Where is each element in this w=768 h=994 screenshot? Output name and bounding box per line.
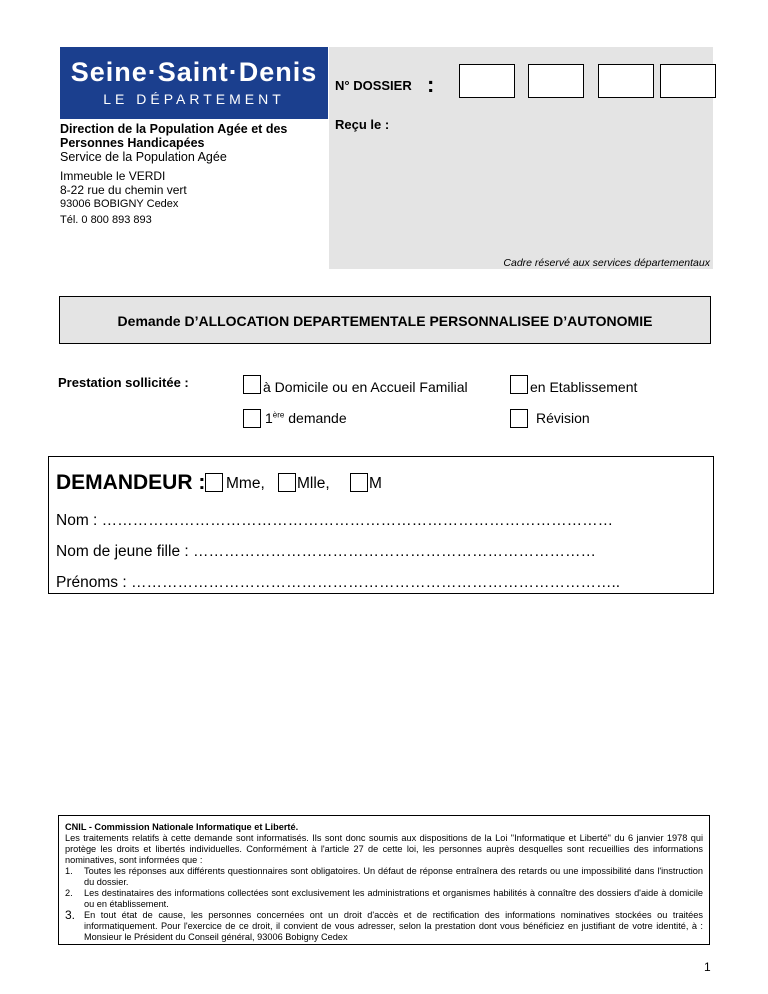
admin-note: Cadre réservé aux services départementaux bbox=[503, 257, 710, 269]
mme-checkbox[interactable] bbox=[205, 473, 223, 492]
form-title-box bbox=[59, 296, 711, 344]
m-checkbox[interactable] bbox=[350, 473, 368, 492]
revision-checkbox[interactable] bbox=[510, 409, 528, 428]
cnil-title: CNIL - Commission Nationale Informatique et Liberté. bbox=[65, 822, 299, 832]
list-item: 3. En tout état de cause, les personnes concernées ont un droit d'accès et de rectification des informations nominatives stockées ou traitées informatiquement. Pour l'exercice de ce droit, il convient de vous adresser, selon la prestation dont vous bénéficiez en justifiant de votre identité, à : Monsieur le Président du Conseil général, 93006 Bobigny Cedex bbox=[65, 908, 703, 942]
list-item: 2. Les destinataires des informations collectées sont exclusivement les administrations et organismes habilités à connaître des dossiers d'aide à domicile ou en établissement. bbox=[65, 888, 703, 909]
prestation-label: Prestation sollicitée : bbox=[58, 375, 189, 390]
cnil-notice bbox=[58, 815, 710, 945]
logo-subtitle: LE DÉPARTEMENT bbox=[103, 91, 285, 107]
mlle-label: Mlle, bbox=[297, 475, 330, 492]
dossier-box-1[interactable] bbox=[459, 64, 515, 98]
demandeur-label: DEMANDEUR : bbox=[56, 471, 206, 494]
nom-jeune-fille-field[interactable]: Nom de jeune fille : …………………………………………………………………… bbox=[56, 543, 596, 560]
dossier-box-2[interactable] bbox=[528, 64, 584, 98]
logo-name: Seine·Saint·Denis bbox=[70, 57, 318, 87]
m-label: M bbox=[369, 475, 382, 492]
service-name: Service de la Population Agée bbox=[60, 150, 227, 164]
cnil-list bbox=[65, 866, 703, 943]
form-title: Demande D’ALLOCATION DEPARTEMENTALE PERSONNALISEE D’AUTONOMIE bbox=[117, 313, 653, 329]
dossier-box-4[interactable] bbox=[660, 64, 716, 98]
etablissement-label: en Etablissement bbox=[530, 379, 638, 395]
premiere-demande-checkbox[interactable] bbox=[243, 409, 261, 428]
revision-label: Révision bbox=[536, 410, 590, 426]
department-name: Direction de la Population Agée et des Personnes Handicapées bbox=[60, 122, 288, 150]
list-item: 1. Toutes les réponses aux différents questionnaires sont obligatoires. Un défaut de réponse entraînera des retards ou une impossibilité dans l'instruction du dossier. bbox=[65, 866, 703, 887]
department-logo bbox=[60, 47, 328, 119]
received-date-label: Reçu le : bbox=[335, 117, 390, 132]
prenoms-field[interactable]: Prénoms : ………………………………………………………………………………….. bbox=[56, 574, 621, 591]
phone-number: Tél. 0 800 893 893 bbox=[60, 214, 152, 226]
page-number: 1 bbox=[704, 960, 711, 974]
domicile-label: à Domicile ou en Accueil Familial bbox=[263, 379, 468, 395]
dossier-label: N° DOSSIER bbox=[335, 78, 412, 93]
etablissement-checkbox[interactable] bbox=[510, 375, 528, 394]
domicile-checkbox[interactable] bbox=[243, 375, 261, 394]
mme-label: Mme, bbox=[226, 475, 265, 492]
address-block: Immeuble le VERDI 8-22 rue du chemin vert 93006 BOBIGNY Cedex bbox=[60, 169, 187, 210]
mlle-checkbox[interactable] bbox=[278, 473, 296, 492]
dossier-box-3[interactable] bbox=[598, 64, 654, 98]
cnil-intro: Les traitements relatifs à cette demande sont informatisés. Ils sont donc soumis aux dispositions de la Loi "Informatique et Liberté" du 6 janvier 1978 qui protège les droits et libertés individuelles. Conformément à l'article 27 de cette loi, les personnes auprès desquelles sont recueillies des informations nominatives, sont informées que : bbox=[65, 833, 703, 865]
premiere-demande-label: 1ère demande bbox=[265, 410, 347, 426]
dossier-colon: : bbox=[427, 72, 435, 97]
nom-field[interactable]: Nom : ……………………………………………………………………………………… bbox=[56, 512, 614, 529]
